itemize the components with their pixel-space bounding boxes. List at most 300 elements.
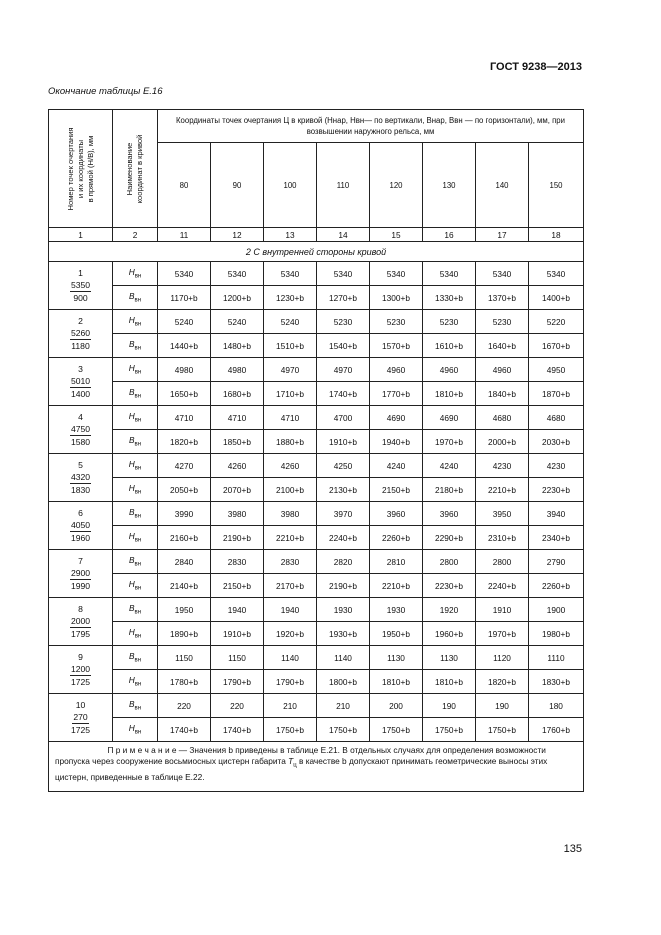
group-header: Координаты точек очертания Ц в кривой (Hнар, Hвн— по вертикали, Внар, Ввн — по горизонтали), мм, при возвышении наружного рельса, мм xyxy=(158,110,584,143)
value-cell: 2140+b xyxy=(158,574,211,598)
table-caption: Окончание таблицы Е.16 xyxy=(48,86,163,97)
value-cell: 220 xyxy=(211,694,264,718)
table-row xyxy=(49,526,584,550)
coordinate-symbol: H xyxy=(128,411,135,422)
value-cell: 1140 xyxy=(264,646,317,670)
table-row xyxy=(49,382,584,406)
value-cell: 1650+b xyxy=(158,382,211,406)
elevation-header: 80 xyxy=(158,143,211,228)
value-cell: 1900 xyxy=(529,598,584,622)
col2-header-line2: координат в кривой xyxy=(135,134,144,203)
value-cell: 2170+b xyxy=(264,574,317,598)
value-cell: 1810+b xyxy=(423,382,476,406)
value-cell: 1850+b xyxy=(211,430,264,454)
value-cell: 5340 xyxy=(423,262,476,286)
point-h-coordinate: 2000 xyxy=(70,616,91,626)
coordinate-subscript: вн xyxy=(134,537,142,544)
value-cell: 4240 xyxy=(370,454,423,478)
value-cell: 4250 xyxy=(317,454,370,478)
point-cell xyxy=(49,262,113,310)
value-cell: 2190+b xyxy=(317,574,370,598)
table-row xyxy=(49,358,584,382)
value-cell: 3960 xyxy=(423,502,476,526)
coordinate-subscript: вн xyxy=(134,465,142,472)
elevation-header: 130 xyxy=(423,143,476,228)
value-cell: 4960 xyxy=(423,358,476,382)
value-cell: 1910 xyxy=(476,598,529,622)
value-cell: 2830 xyxy=(211,550,264,574)
point-cell xyxy=(49,406,113,454)
value-cell: 2240+b xyxy=(317,526,370,550)
table-row xyxy=(49,670,584,694)
column-number: 2 xyxy=(113,228,158,242)
coordinate-symbol: B xyxy=(128,291,135,302)
value-cell: 1970+b xyxy=(476,622,529,646)
value-cell: 190 xyxy=(423,694,476,718)
point-h-coordinate: 4050 xyxy=(70,520,91,530)
point-cell xyxy=(49,694,113,742)
col1-header-line3: в прямой xyxy=(85,169,95,202)
value-cell: 1920+b xyxy=(264,622,317,646)
col2-header-line1: Наименование xyxy=(125,142,134,195)
value-cell: 1200+b xyxy=(211,286,264,310)
value-cell: 200 xyxy=(370,694,423,718)
value-cell: 1120 xyxy=(476,646,529,670)
value-cell: 2230+b xyxy=(529,478,584,502)
table-row xyxy=(49,334,584,358)
value-cell: 220 xyxy=(158,694,211,718)
coordinate-name xyxy=(113,382,158,406)
coordinate-subscript: вн xyxy=(134,633,142,640)
coordinate-symbol: B xyxy=(128,651,135,662)
page-number: 135 xyxy=(563,843,582,855)
value-cell: 2260+b xyxy=(370,526,423,550)
value-cell: 2050+b xyxy=(158,478,211,502)
value-cell: 1930 xyxy=(370,598,423,622)
table-row xyxy=(49,454,584,478)
note-symbol-subscript: ц xyxy=(293,762,297,769)
point-b-coordinate: 1180 xyxy=(71,341,90,351)
value-cell: 4690 xyxy=(423,406,476,430)
value-cell: 5340 xyxy=(264,262,317,286)
value-cell: 1440+b xyxy=(158,334,211,358)
value-cell: 1920 xyxy=(423,598,476,622)
note-text-part1: — Значения b приведены в таблице Е.21. В отдельных случаях для определения возможности пропуска через сооружение восьмиосных цистерн габарита xyxy=(55,745,546,766)
value-cell: 1880+b xyxy=(264,430,317,454)
value-cell: 1750+b xyxy=(264,718,317,742)
coordinate-symbol: H xyxy=(128,627,135,638)
value-cell: 1370+b xyxy=(476,286,529,310)
coordinate-name xyxy=(113,310,158,334)
value-cell: 4980 xyxy=(158,358,211,382)
point-number: 2 xyxy=(78,316,83,326)
coordinate-name xyxy=(113,694,158,718)
value-cell: 1640+b xyxy=(476,334,529,358)
value-cell: 1400+b xyxy=(529,286,584,310)
value-cell: 4230 xyxy=(529,454,584,478)
value-cell: 4260 xyxy=(264,454,317,478)
value-cell: 3980 xyxy=(264,502,317,526)
coordinate-subscript: вн xyxy=(134,657,142,664)
value-cell: 1230+b xyxy=(264,286,317,310)
point-b-coordinate: 1960 xyxy=(70,533,91,543)
value-cell: 5240 xyxy=(264,310,317,334)
value-cell: 1770+b xyxy=(370,382,423,406)
column-number: 17 xyxy=(476,228,529,242)
value-cell: 2310+b xyxy=(476,526,529,550)
coordinate-name xyxy=(113,670,158,694)
value-cell: 4710 xyxy=(211,406,264,430)
coordinate-name xyxy=(113,550,158,574)
point-b-coordinate: 1580 xyxy=(70,437,91,447)
value-cell: 1780+b xyxy=(158,670,211,694)
value-cell: 1980+b xyxy=(529,622,584,646)
point-number: 4 xyxy=(78,412,83,422)
value-cell: 2180+b xyxy=(423,478,476,502)
value-cell: 2340+b xyxy=(529,526,584,550)
value-cell: 4230 xyxy=(476,454,529,478)
value-cell: 2240+b xyxy=(476,574,529,598)
coordinate-name xyxy=(113,286,158,310)
value-cell: 4710 xyxy=(264,406,317,430)
value-cell: 1930 xyxy=(317,598,370,622)
value-cell: 4970 xyxy=(264,358,317,382)
table-row xyxy=(49,502,584,526)
point-cell xyxy=(49,502,113,550)
coordinate-name xyxy=(113,454,158,478)
elevation-header: 90 xyxy=(211,143,264,228)
value-cell: 1750+b xyxy=(423,718,476,742)
table-row xyxy=(49,478,584,502)
value-cell: 4960 xyxy=(476,358,529,382)
value-cell: 4970 xyxy=(317,358,370,382)
value-cell: 1710+b xyxy=(264,382,317,406)
value-cell: 5240 xyxy=(211,310,264,334)
point-h-coordinate: 5260 xyxy=(70,328,91,338)
value-cell: 1130 xyxy=(370,646,423,670)
point-h-coordinate: 4320 xyxy=(70,472,91,482)
value-cell: 1910+b xyxy=(211,622,264,646)
standard-designation: ГОСТ 9238—2013 xyxy=(489,61,582,73)
table-row xyxy=(49,310,584,334)
value-cell: 1930+b xyxy=(317,622,370,646)
value-cell: 180 xyxy=(529,694,584,718)
column-number: 11 xyxy=(158,228,211,242)
col1-header-line1: Номер точек очертания xyxy=(65,126,75,211)
elevation-header: 120 xyxy=(370,143,423,228)
value-cell: 1940 xyxy=(211,598,264,622)
table-row xyxy=(49,430,584,454)
point-b-coordinate: 1830 xyxy=(70,485,91,495)
value-cell: 1910+b xyxy=(317,430,370,454)
point-h-coordinate: 2900 xyxy=(70,568,91,578)
value-cell: 1870+b xyxy=(529,382,584,406)
value-cell: 2190+b xyxy=(211,526,264,550)
value-cell: 5340 xyxy=(476,262,529,286)
point-h-coordinate: 5010 xyxy=(70,376,91,386)
value-cell: 1750+b xyxy=(317,718,370,742)
value-cell: 1150 xyxy=(158,646,211,670)
coordinate-symbol: B xyxy=(128,507,135,518)
value-cell: 3960 xyxy=(370,502,423,526)
value-cell: 4260 xyxy=(211,454,264,478)
coordinate-name xyxy=(113,526,158,550)
point-number: 7 xyxy=(78,556,83,566)
coordinate-name xyxy=(113,718,158,742)
value-cell: 3990 xyxy=(158,502,211,526)
table-row xyxy=(49,574,584,598)
coordinate-subscript: вн xyxy=(134,321,142,328)
column-number: 18 xyxy=(529,228,584,242)
value-cell: 1570+b xyxy=(370,334,423,358)
coordinate-symbol: B xyxy=(128,603,135,614)
value-cell: 2150+b xyxy=(211,574,264,598)
value-cell: 1810+b xyxy=(370,670,423,694)
value-cell: 4690 xyxy=(370,406,423,430)
value-cell: 2800 xyxy=(423,550,476,574)
value-cell: 210 xyxy=(317,694,370,718)
value-cell: 1810+b xyxy=(423,670,476,694)
value-cell: 1820+b xyxy=(476,670,529,694)
table-note xyxy=(49,742,584,792)
value-cell: 1940 xyxy=(264,598,317,622)
coordinate-subscript: вн xyxy=(134,705,142,712)
value-cell: 1300+b xyxy=(370,286,423,310)
value-cell: 1740+b xyxy=(158,718,211,742)
value-cell: 3970 xyxy=(317,502,370,526)
coordinate-subscript: вн xyxy=(134,369,142,376)
value-cell: 1610+b xyxy=(423,334,476,358)
coordinate-name xyxy=(113,334,158,358)
coordinate-subscript: вн xyxy=(134,297,142,304)
value-cell: 1750+b xyxy=(370,718,423,742)
value-cell: 1540+b xyxy=(317,334,370,358)
point-b-coordinate: 1725 xyxy=(70,725,91,735)
coordinate-name xyxy=(113,430,158,454)
point-cell xyxy=(49,454,113,502)
point-h-coordinate: 4750 xyxy=(70,424,91,434)
coordinate-symbol: B xyxy=(128,435,135,446)
point-b-coordinate: 1990 xyxy=(70,581,91,591)
value-cell: 2260+b xyxy=(529,574,584,598)
coordinate-subscript: вн xyxy=(134,729,142,736)
value-cell: 5230 xyxy=(476,310,529,334)
value-cell: 1170+b xyxy=(158,286,211,310)
column-number: 16 xyxy=(423,228,476,242)
coordinate-symbol: B xyxy=(128,699,135,710)
value-cell: 1840+b xyxy=(476,382,529,406)
value-cell: 1740+b xyxy=(211,718,264,742)
value-cell: 2210+b xyxy=(264,526,317,550)
value-cell: 2160+b xyxy=(158,526,211,550)
value-cell: 5230 xyxy=(423,310,476,334)
value-cell: 1800+b xyxy=(317,670,370,694)
value-cell: 1830+b xyxy=(529,670,584,694)
value-cell: 4680 xyxy=(476,406,529,430)
value-cell: 1970+b xyxy=(423,430,476,454)
point-number: 1 xyxy=(78,268,83,278)
point-h-coordinate: 5350 xyxy=(70,280,91,290)
point-h-coordinate: 1200 xyxy=(70,664,91,674)
value-cell: 1820+b xyxy=(158,430,211,454)
value-cell: 5340 xyxy=(529,262,584,286)
table-row xyxy=(49,694,584,718)
value-cell: 5230 xyxy=(317,310,370,334)
table-row xyxy=(49,262,584,286)
value-cell: 5340 xyxy=(158,262,211,286)
elevation-header: 110 xyxy=(317,143,370,228)
coordinate-symbol: H xyxy=(128,363,135,374)
value-cell: 2820 xyxy=(317,550,370,574)
coordinate-symbol: H xyxy=(128,723,135,734)
value-cell: 1940+b xyxy=(370,430,423,454)
coordinate-subscript: вн xyxy=(134,273,142,280)
coordinate-name xyxy=(113,502,158,526)
value-cell: 2210+b xyxy=(370,574,423,598)
point-cell xyxy=(49,550,113,598)
table-row xyxy=(49,718,584,742)
table-row xyxy=(49,406,584,430)
coordinate-subscript: вн xyxy=(134,513,142,520)
point-cell xyxy=(49,310,113,358)
note-label: П р и м е ч а н и е xyxy=(107,745,177,755)
value-cell: 2070+b xyxy=(211,478,264,502)
coordinate-subscript: вн xyxy=(134,393,142,400)
value-cell: 2130+b xyxy=(317,478,370,502)
value-cell: 1150 xyxy=(211,646,264,670)
value-cell: 4700 xyxy=(317,406,370,430)
value-cell: 1950+b xyxy=(370,622,423,646)
coordinate-name xyxy=(113,574,158,598)
col1-header-line2: и их координаты xyxy=(75,139,85,198)
coordinate-symbol: B xyxy=(128,387,135,398)
coordinate-name xyxy=(113,622,158,646)
point-cell xyxy=(49,646,113,694)
value-cell: 1480+b xyxy=(211,334,264,358)
coordinate-symbol: H xyxy=(128,483,135,494)
coordinate-symbol: H xyxy=(128,315,135,326)
point-number: 6 xyxy=(78,508,83,518)
value-cell: 4680 xyxy=(529,406,584,430)
value-cell: 1790+b xyxy=(264,670,317,694)
note-symbol: Т xyxy=(288,756,294,766)
coordinates-table xyxy=(48,109,584,792)
value-cell: 2810 xyxy=(370,550,423,574)
value-cell: 2290+b xyxy=(423,526,476,550)
column-number: 15 xyxy=(370,228,423,242)
coordinate-symbol: H xyxy=(128,579,135,590)
coordinate-name xyxy=(113,646,158,670)
coordinate-name xyxy=(113,358,158,382)
value-cell: 5230 xyxy=(370,310,423,334)
column-number: 13 xyxy=(264,228,317,242)
point-b-coordinate: 1725 xyxy=(70,677,91,687)
point-number: 9 xyxy=(78,652,83,662)
value-cell: 5340 xyxy=(211,262,264,286)
coordinate-subscript: вн xyxy=(134,417,142,424)
value-cell: 2800 xyxy=(476,550,529,574)
value-cell: 4270 xyxy=(158,454,211,478)
col1-header-unit: , мм xyxy=(85,135,95,150)
point-b-coordinate: 1795 xyxy=(70,629,91,639)
column-number: 1 xyxy=(49,228,113,242)
value-cell: 210 xyxy=(264,694,317,718)
value-cell: 1270+b xyxy=(317,286,370,310)
value-cell: 1960+b xyxy=(423,622,476,646)
coordinate-subscript: вн xyxy=(134,345,142,352)
coordinate-symbol: H xyxy=(128,459,135,470)
point-number: 10 xyxy=(75,700,86,710)
coordinate-subscript: вн xyxy=(134,489,142,496)
value-cell: 1670+b xyxy=(529,334,584,358)
point-number: 8 xyxy=(78,604,83,614)
value-cell: 1740+b xyxy=(317,382,370,406)
value-cell: 1510+b xyxy=(264,334,317,358)
value-cell: 3950 xyxy=(476,502,529,526)
value-cell: 5340 xyxy=(370,262,423,286)
value-cell: 1750+b xyxy=(476,718,529,742)
value-cell: 5220 xyxy=(529,310,584,334)
value-cell: 1140 xyxy=(317,646,370,670)
point-number: 5 xyxy=(78,460,83,470)
table-row xyxy=(49,646,584,670)
value-cell: 2840 xyxy=(158,550,211,574)
coordinate-subscript: вн xyxy=(134,441,142,448)
coordinate-name xyxy=(113,478,158,502)
coordinate-symbol: H xyxy=(128,531,135,542)
value-cell: 1950 xyxy=(158,598,211,622)
value-cell: 1890+b xyxy=(158,622,211,646)
value-cell: 2000+b xyxy=(476,430,529,454)
coordinate-name xyxy=(113,406,158,430)
value-cell: 4240 xyxy=(423,454,476,478)
value-cell: 2830 xyxy=(264,550,317,574)
column-number: 14 xyxy=(317,228,370,242)
value-cell: 3940 xyxy=(529,502,584,526)
value-cell: 3980 xyxy=(211,502,264,526)
value-cell: 4980 xyxy=(211,358,264,382)
col1-header: Номер точек очертания и их координаты в прямой (H/B), мм xyxy=(49,110,113,228)
coordinates-table-wrapper xyxy=(48,109,583,792)
value-cell: 1130 xyxy=(423,646,476,670)
coordinate-name xyxy=(113,262,158,286)
point-cell xyxy=(49,358,113,406)
value-cell: 4960 xyxy=(370,358,423,382)
value-cell: 2210+b xyxy=(476,478,529,502)
point-h-coordinate: 270 xyxy=(73,712,88,722)
value-cell: 2100+b xyxy=(264,478,317,502)
elevation-header: 100 xyxy=(264,143,317,228)
col1-header-fraction: H/B xyxy=(85,152,95,166)
value-cell: 2230+b xyxy=(423,574,476,598)
table-row xyxy=(49,598,584,622)
value-cell: 1680+b xyxy=(211,382,264,406)
table-row xyxy=(49,622,584,646)
coordinate-symbol: B xyxy=(128,555,135,566)
elevation-header: 150 xyxy=(529,143,584,228)
coordinate-subscript: вн xyxy=(134,585,142,592)
col2-header xyxy=(113,110,158,228)
coordinate-subscript: вн xyxy=(134,609,142,616)
coordinate-symbol: H xyxy=(128,675,135,686)
value-cell: 1110 xyxy=(529,646,584,670)
value-cell: 5240 xyxy=(158,310,211,334)
value-cell: 4710 xyxy=(158,406,211,430)
coordinate-symbol: B xyxy=(128,339,135,350)
value-cell: 2150+b xyxy=(370,478,423,502)
point-b-coordinate: 1400 xyxy=(70,389,91,399)
value-cell: 1790+b xyxy=(211,670,264,694)
